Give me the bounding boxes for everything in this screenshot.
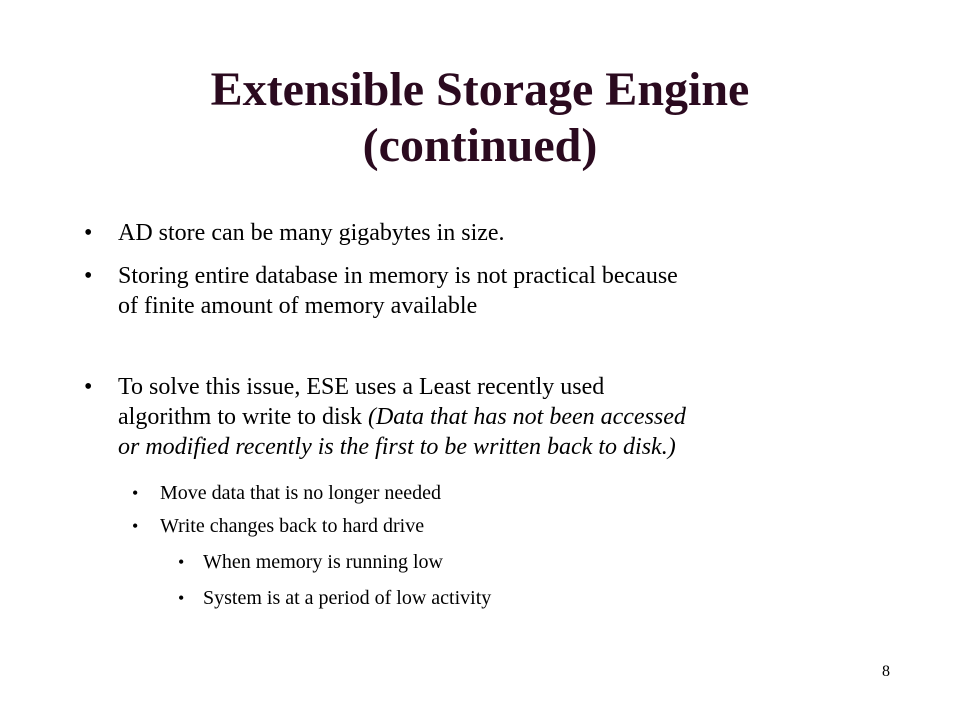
- bullet-text-line: algorithm to write to disk: [118, 404, 368, 430]
- bullet-marker: •: [132, 483, 139, 503]
- bullet-text: AD store can be many gigabytes in size.: [118, 220, 505, 246]
- sub-sub-bullet-text: When memory is running low: [203, 551, 443, 573]
- bullet-text-line: of finite amount of memory available: [118, 293, 478, 319]
- sub-sub-bullet-text: System is at a period of low activity: [203, 587, 492, 609]
- slide-title: [60, 62, 900, 174]
- bullet-marker: •: [84, 263, 93, 289]
- bullet-marker: •: [84, 374, 93, 400]
- bullet-text-italic: (Data that has not been accessed: [367, 404, 686, 430]
- sub-bullet-text: Move data that is no longer needed: [160, 482, 442, 504]
- bullet-text-italic: or modified recently is the first to be written back to disk.): [118, 434, 676, 460]
- bullet-marker: •: [178, 588, 185, 608]
- bullet-text-line: To solve this issue, ESE uses a Least recently used: [118, 374, 605, 400]
- bullet-marker: •: [132, 516, 139, 536]
- slide-title-line-1: Extensible Storage Engine: [210, 63, 750, 116]
- bullet-text: [118, 261, 898, 321]
- sub-bullet-text: Write changes back to hard drive: [160, 515, 425, 537]
- bullet-marker: •: [178, 552, 185, 572]
- slide-title-line-2: (continued): [362, 119, 598, 172]
- bullet-text: [118, 372, 898, 462]
- bullet-text-line: Storing entire database in memory is not practical because: [118, 263, 678, 289]
- page-number: 8: [882, 663, 890, 680]
- bullet-marker: •: [84, 220, 93, 246]
